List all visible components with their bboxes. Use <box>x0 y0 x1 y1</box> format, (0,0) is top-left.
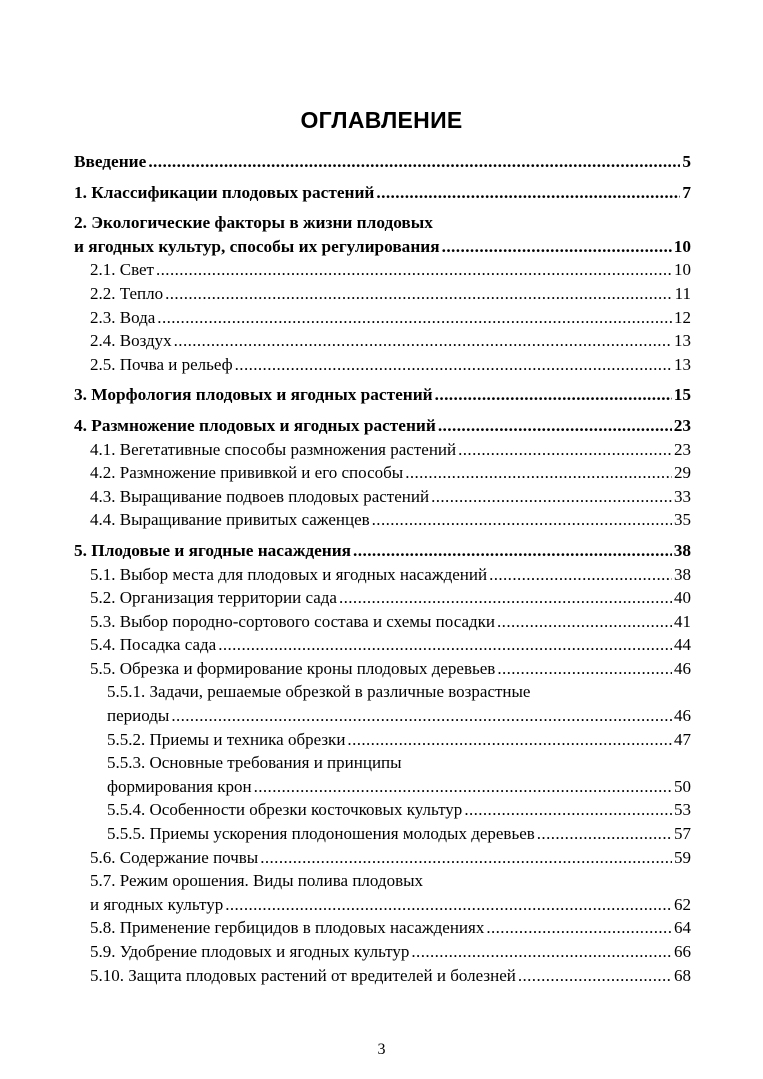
toc-entry-title: 5.5.2. Приемы и техника обрезки <box>107 729 346 749</box>
toc-entry <box>74 869 691 916</box>
toc-entry-page: 13 <box>674 331 691 351</box>
toc-entry-page: 10 <box>673 236 691 256</box>
toc-entry <box>74 610 691 634</box>
toc-entry-row <box>90 306 691 330</box>
toc-entry-row <box>90 485 691 509</box>
toc-entry-title: периоды <box>107 706 170 726</box>
toc-entry-title: 5. Плодовые и ягодные насаждения <box>74 540 352 560</box>
toc-entry-title: формирования крон <box>107 776 252 796</box>
dot-leader <box>464 798 672 822</box>
toc-entry-row <box>74 181 691 205</box>
toc-entry <box>74 211 691 258</box>
dot-leader <box>235 353 672 377</box>
toc-entry-page: 59 <box>674 847 691 867</box>
toc-entry <box>74 798 691 822</box>
toc-entry-page: 11 <box>674 283 691 303</box>
toc-entry-page: 57 <box>674 824 691 844</box>
toc-entry <box>74 539 691 563</box>
toc-entry <box>74 383 691 407</box>
toc-entry-title: 2.1. Свет <box>90 260 154 280</box>
dot-leader <box>254 775 672 799</box>
toc-entry-row <box>107 704 691 728</box>
toc-entry <box>74 916 691 940</box>
dot-leader <box>376 181 680 205</box>
table-of-contents <box>74 150 691 987</box>
toc-entry-row <box>90 563 691 587</box>
dot-leader <box>353 539 672 563</box>
toc-entry-page: 40 <box>674 588 691 608</box>
toc-entry-page: 7 <box>682 182 691 202</box>
toc-entry-row <box>90 258 691 282</box>
toc-entry-page: 15 <box>673 385 691 405</box>
toc-entry-title: 5.8. Применение гербицидов в плодовых насаждениях <box>90 918 485 938</box>
toc-entry <box>74 181 691 205</box>
toc-entry-title: 2.4. Воздух <box>90 331 172 351</box>
toc-entry <box>74 964 691 988</box>
toc-entry-row <box>90 586 691 610</box>
toc-entry-page: 68 <box>674 965 691 985</box>
dot-leader <box>435 383 672 407</box>
toc-entry-row <box>107 822 691 846</box>
toc-entry-row <box>90 329 691 353</box>
dot-leader <box>174 329 672 353</box>
dot-leader <box>431 485 672 509</box>
toc-entry <box>74 751 691 798</box>
toc-entry-row <box>90 916 691 940</box>
toc-entry-page: 64 <box>674 918 691 938</box>
toc-entry-page: 66 <box>674 942 691 961</box>
toc-entry <box>74 150 691 174</box>
toc-entry-row <box>107 728 691 752</box>
toc-entry-page: 29 <box>674 463 691 483</box>
toc-entry-row <box>107 798 691 822</box>
toc-entry-title: 5.5.5. Приемы ускорения плодоношения молодых деревьев <box>107 824 535 844</box>
toc-entry-page: 5 <box>682 152 691 171</box>
toc-entry-page: 46 <box>674 706 691 726</box>
dot-leader <box>537 822 672 846</box>
toc-entry-row <box>90 282 691 306</box>
dot-leader <box>411 940 672 964</box>
toc-entry-title-line: 5.7. Режим орошения. Виды полива плодовых <box>90 871 424 891</box>
toc-entry-title: Введение <box>74 152 147 171</box>
dot-leader <box>165 282 673 306</box>
toc-entry-row <box>90 633 691 657</box>
toc-entry <box>74 822 691 846</box>
dot-leader <box>489 563 672 587</box>
dot-leader <box>260 846 672 870</box>
toc-entry-page: 10 <box>674 260 691 280</box>
toc-entry <box>74 282 691 306</box>
toc-entry-title: 4.1. Вегетативные способы размножения растений <box>90 439 457 459</box>
toc-entry-page: 44 <box>674 635 691 655</box>
toc-entry-title: 4. Размножение плодовых и ягодных растений <box>74 415 436 435</box>
toc-entry-row <box>74 383 691 407</box>
toc-entry-page: 38 <box>674 564 691 584</box>
toc-entry-page: 23 <box>673 415 691 435</box>
toc-entry-row <box>74 150 691 174</box>
toc-entry-page: 41 <box>674 611 691 631</box>
toc-entry-page: 46 <box>674 658 691 678</box>
dot-leader <box>458 438 672 462</box>
toc-entry <box>74 633 691 657</box>
toc-entry-row <box>90 438 691 462</box>
toc-entry <box>74 680 691 727</box>
toc-entry <box>74 586 691 610</box>
dot-leader <box>497 657 672 681</box>
dot-leader <box>438 414 672 438</box>
dot-leader <box>339 586 672 610</box>
toc-entry-title: 5.5.4. Особенности обрезки косточковых культур <box>107 800 463 820</box>
toc-entry <box>74 461 691 485</box>
toc-entry <box>74 306 691 330</box>
toc-entry-page: 23 <box>674 439 691 459</box>
toc-entry-row <box>90 964 691 988</box>
toc-entry-title: 4.4. Выращивание привитых саженцев <box>90 510 370 530</box>
toc-entry <box>74 728 691 752</box>
toc-entry <box>74 846 691 870</box>
dot-leader <box>225 893 672 917</box>
toc-entry-title: 5.10. Защита плодовых растений от вредителей и болезней <box>90 965 516 985</box>
toc-entry-row <box>90 940 691 964</box>
dot-leader <box>347 728 672 752</box>
toc-entry-row <box>74 539 691 563</box>
page-number: 3 <box>377 1041 386 1058</box>
toc-entry-row <box>90 461 691 485</box>
toc-entry-page: 33 <box>674 486 691 506</box>
toc-entry-title: 5.2. Организация территории сада <box>90 588 337 608</box>
toc-entry-title: 2.5. Почва и рельеф <box>90 354 233 374</box>
toc-entry <box>74 508 691 532</box>
toc-entry-title-line: 5.5.3. Основные требования и принципы <box>107 753 402 773</box>
toc-entry-row <box>90 657 691 681</box>
toc-entry-title: и ягодных культур, способы их регулирования <box>74 236 440 256</box>
toc-entry-title: 4.2. Размножение прививкой и его способы <box>90 463 404 483</box>
dot-leader <box>372 508 672 532</box>
dot-leader <box>405 461 672 485</box>
toc-entry <box>74 940 691 964</box>
page-title: ОГЛАВЛЕНИЕ <box>300 107 463 133</box>
toc-entry-page: 47 <box>674 729 691 749</box>
toc-entry-title: 3. Морфология плодовых и ягодных растений <box>74 385 433 405</box>
toc-entry-title: 5.4. Посадка сада <box>90 635 217 655</box>
toc-entry <box>74 353 691 377</box>
toc-entry <box>74 657 691 681</box>
toc-entry-row <box>90 610 691 634</box>
toc-entry-page: 13 <box>674 354 691 374</box>
dot-leader <box>442 235 672 259</box>
toc-entry-title: и ягодных культур <box>90 894 224 914</box>
toc-entry-title: 5.5. Обрезка и формирование кроны плодовых деревьев <box>90 658 496 678</box>
toc-entry <box>74 438 691 462</box>
toc-entry-row <box>107 775 691 799</box>
toc-entry-page: 38 <box>673 540 691 560</box>
toc-entry-row <box>90 846 691 870</box>
toc-entry <box>74 485 691 509</box>
toc-entry-title: 5.1. Выбор места для плодовых и ягодных насаждений <box>90 564 488 584</box>
toc-entry-title: 5.9. Удобрение плодовых и ягодных культур <box>90 942 410 961</box>
toc-entry <box>74 563 691 587</box>
toc-entry <box>74 258 691 282</box>
toc-entry <box>74 329 691 353</box>
toc-entry-title-line: 5.5.1. Задачи, решаемые обрезкой в различные возрастные <box>107 682 531 702</box>
toc-entry-title: 5.6. Содержание почвы <box>90 847 259 867</box>
toc-entry-row <box>74 414 691 438</box>
toc-entry-page: 12 <box>674 307 691 327</box>
toc-entry-row <box>90 508 691 532</box>
toc-entry-row <box>90 893 691 917</box>
toc-entry <box>74 414 691 438</box>
toc-entry-row <box>74 235 691 259</box>
dot-leader <box>486 916 672 940</box>
toc-entry-title: 1. Классификации плодовых растений <box>74 182 375 202</box>
toc-entry-page: 50 <box>674 776 691 796</box>
toc-entry-title: 4.3. Выращивание подвоев плодовых растений <box>90 486 430 506</box>
dot-leader <box>218 633 672 657</box>
toc-entry-title: 5.3. Выбор породно-сортового состава и схемы посадки <box>90 611 496 631</box>
dot-leader <box>148 150 680 174</box>
toc-entry-page: 53 <box>674 800 691 820</box>
dot-leader <box>156 258 672 282</box>
dot-leader <box>497 610 672 634</box>
toc-entry-row <box>90 353 691 377</box>
toc-entry-page: 62 <box>674 894 691 914</box>
toc-entry-title: 2.2. Тепло <box>90 283 164 303</box>
toc-entry-title: 2.3. Вода <box>90 307 156 327</box>
toc-entry-page: 35 <box>674 510 691 530</box>
dot-leader <box>171 704 672 728</box>
toc-entry-title-line: 2. Экологические факторы в жизни плодовых <box>74 213 433 233</box>
dot-leader <box>157 306 672 330</box>
dot-leader <box>518 964 672 988</box>
